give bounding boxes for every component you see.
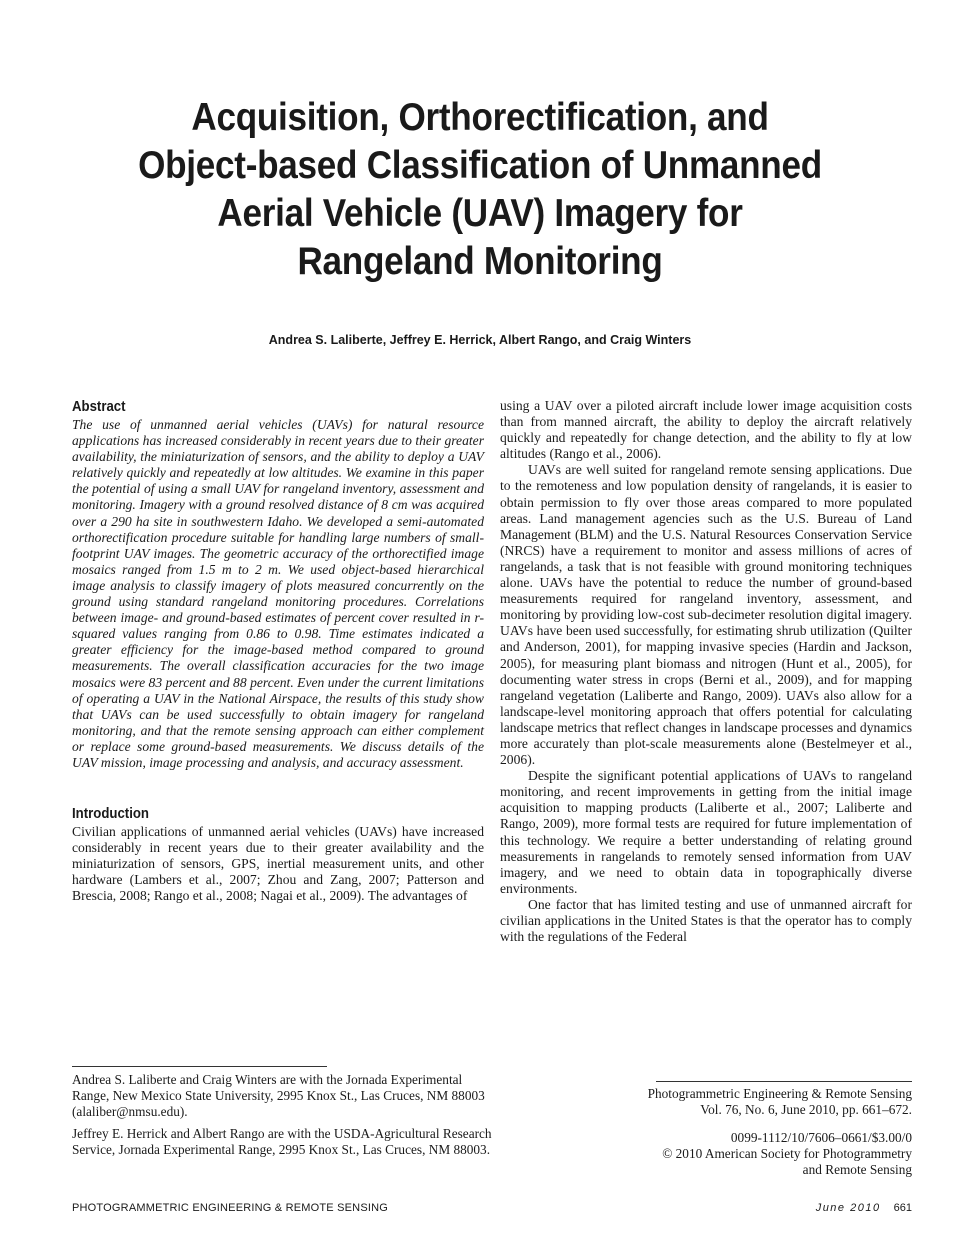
introduction-text: Civilian applications of unmanned aerial vehicles (UAVs) have increased considerably in recent years due to their greater availability and the miniaturization of sensors, GPS, inertial measurement units, and other hardware (Lambers et al., 2007; Zhou and Zang, 2007; Patterson and Brescia, 2008; Rango et al., 2008; Nagai et al., 2009). The advantages of <box>72 824 484 904</box>
footer-page-info <box>816 1202 912 1214</box>
introduction-heading: Introduction <box>72 805 149 823</box>
body-paragraph-1: using a UAV over a piloted aircraft include lower image acquisition costs than from manned aircraft, the ability to deploy the aircraft relatively quickly and repeatedly for change detection, and the ability to fly at low altitudes (Rango et al., 2006). <box>500 398 912 462</box>
paper-title <box>102 94 858 286</box>
journal-info-line-1: Photogrammetric Engineering & Remote Sensing <box>647 1086 912 1101</box>
journal-info <box>560 1086 912 1178</box>
journal-info-line-5: and Remote Sensing <box>802 1162 912 1177</box>
affiliation-note-2: Jeffrey E. Herrick and Albert Rango are with the USDA-Agricultural Research Service, Jornada Experimental Range, 2995 Knox St., Las Cruces, NM 88003. <box>72 1126 492 1157</box>
body-paragraph-4: One factor that has limited testing and use of unmanned aircraft for civilian applications in the United States is that the operator has to comply with the regulations of the Federal <box>500 896 912 945</box>
abstract-text: The use of unmanned aerial vehicles (UAVs) for natural resource applications has increased considerably in recent years due to their greater availability, the miniaturization of sensors, and the ability to deploy a UAV relatively quickly and repeatedly at low altitudes. We examine in this paper the potential of using a small UAV for rangeland inventory, assessment and monitoring. Imagery with a ground resolved distance of 8 cm was acquired over a 290 ha site in southwestern Idaho. We developed a semi-automated orthorectification procedure suitable for handling large numbers of small-footprint UAV images. The geometric accuracy of the orthorectified image mosaics ranged from 1.5 m to 2 m. We used object-based hierarchical image analysis to classify imagery of plots measured concurrently on the ground using standard rangeland monitoring procedures. Correlations between image- and ground-based estimates of percent cover resulted in r-squared values ranging from 0.86 to 0.98. Time estimates indicated a greater efficiency for the image-based method compared to ground measurements. The overall classification accuracies for the two image mosaics were 83 percent and 88 percent. Even under the current limitations of operating a UAV in the National Airspace, the results of this study show that UAVs can be used successfully to obtain imagery for rangeland monitoring, and that the remote sensing approach can either complement or replace some ground-based measurements. We discuss details of the UAV mission, image processing and analysis, and accuracy assessment. <box>72 417 484 770</box>
abstract-section <box>72 398 484 771</box>
title-line-3: Aerial Vehicle (UAV) Imagery for <box>217 192 743 235</box>
author-affiliations <box>72 1072 492 1164</box>
page-number: 661 <box>893 1202 912 1214</box>
footer-journal-name: PHOTOGRAMMETRIC ENGINEERING & REMOTE SENSING <box>72 1202 389 1214</box>
body-paragraph-2: UAVs are well suited for rangeland remote sensing applications. Due to the remoteness and low population density of rangelands, it is easier to obtain permission to fly over those areas compared to more populated areas. Land management agencies such as the U.S. Bureau of Land Management (BLM) and the U.S. Natural Resources Conservation Service (NRCS) have a requirement to monitor and assess millions of acres of rangelands, a task that is not feasible with ground monitoring techniques alone. UAVs have the potential to reduce the number of ground-based measurements required for rangeland inventory, assessment, and monitoring by providing low-cost sub-decimeter resolution digital imagery. UAVs have been used successfully, for estimating shrub utilization (Quilter and Anderson, 2001), for mapping invasive species (Hardin and Jackson, 2005), for measuring plant biomass and nitrogen (Hunt et al., 2005), for documenting water stress in crops (Berni et al., 2009), and for mapping rangeland vegetation (Laliberte and Rango, 2009). UAVs also allow for a landscape-level monitoring approach that offers potential for calculating landscape metrics that reflect changes in landscape processes and dynamics more accurately than plot-scale measurements alone (Bestelmeyer et al., 2006). <box>500 462 912 768</box>
journal-info-line-4: © 2010 American Society for Photogrammetry <box>662 1146 912 1161</box>
footer-date: June 2010 <box>815 1202 881 1214</box>
abstract-heading: Abstract <box>72 398 126 415</box>
title-line-4: Rangeland Monitoring <box>297 240 663 283</box>
right-column <box>500 398 912 945</box>
body-paragraph-3: Despite the significant potential applications of UAVs to rangeland monitoring, and recent improvements in getting from the initial image acquisition to mapping products (Laliberte et al., 2007; Laliberte and Rango, 2009), more formal tests are required for future implementation of this technology. We require a better understanding of relating ground measurements in rangelands to remotely sensed information from UAV imagery, and we need to obtain data in topographically diverse environments. <box>500 768 912 896</box>
journal-info-divider <box>656 1081 912 1082</box>
journal-info-line-3: 0099-1112/10/7606–0661/$3.00/0 <box>730 1130 912 1145</box>
footnote-divider <box>72 1066 327 1067</box>
left-column <box>72 398 484 905</box>
author-list: Andrea S. Laliberte, Jeffrey E. Herrick, Albert Rango, and Craig Winters <box>268 333 692 347</box>
title-line-2: Object-based Classification of Unmanned <box>138 144 822 187</box>
title-line-1: Acquisition, Orthorectification, and <box>191 96 769 139</box>
affiliation-note-1: Andrea S. Laliberte and Craig Winters are with the Jornada Experimental Range, New Mexico State University, 2995 Knox St., Las Cruces, NM 88003 (alaliber@nmsu.edu). <box>72 1072 485 1119</box>
introduction-section <box>72 805 484 904</box>
journal-info-line-2: Vol. 76, No. 6, June 2010, pp. 661–672. <box>700 1102 912 1117</box>
